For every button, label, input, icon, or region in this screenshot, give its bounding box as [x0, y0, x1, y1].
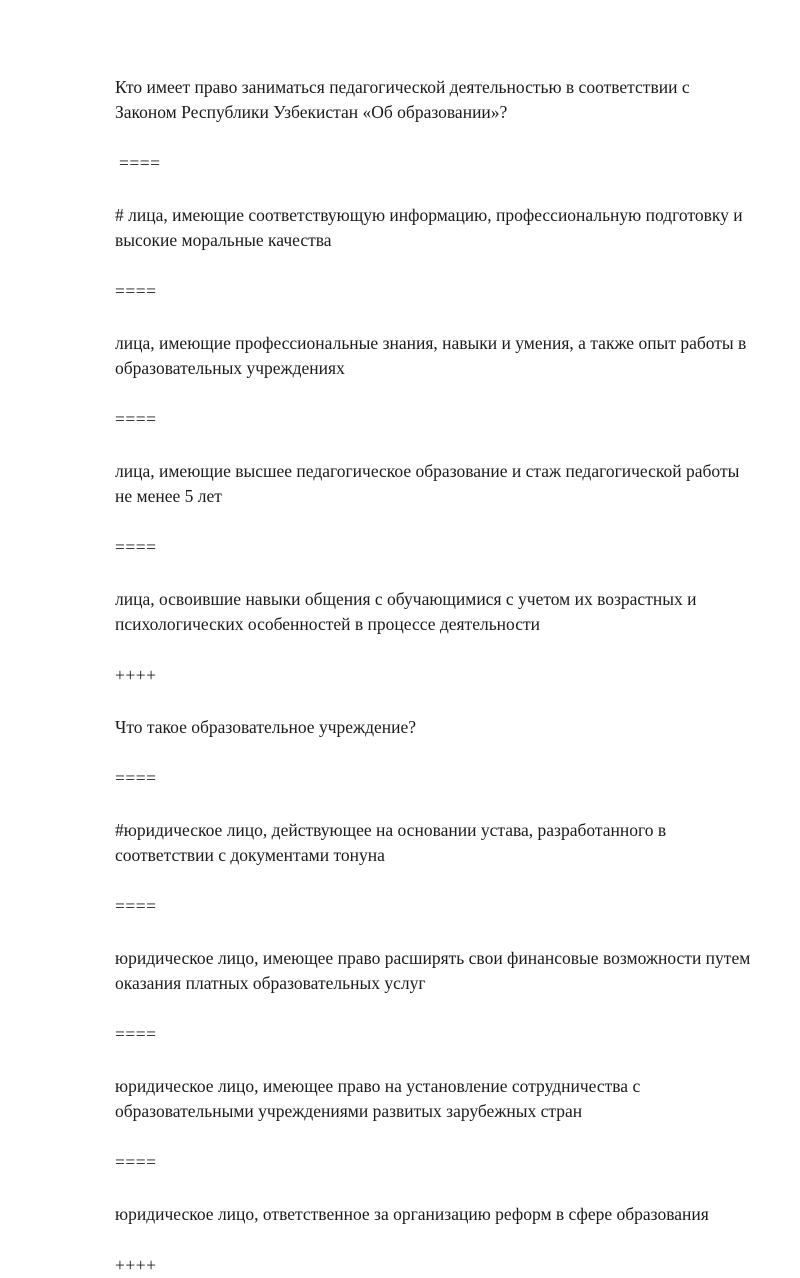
document-page: [115, 75, 755, 1278]
answer-text: юридическое лицо, имеющее право на установление сотрудничества с образовательными учреждениями развитых зарубежных стран: [115, 1076, 641, 1121]
question-text: Кто имеет право заниматься педагогической деятельностью в соответствии с Законом Республики Узбекистан «Об образовании»?: [115, 77, 690, 122]
separator: ====: [119, 153, 161, 173]
answer-text: # лица, имеющие соответствующую информацию, профессиональную подготовку и высокие моральные качества: [115, 205, 743, 250]
answer-text: юридическое лицо, имеющее право расширять свои финансовые возможности путем оказания платных образовательных услуг: [115, 948, 751, 993]
separator: ====: [115, 1024, 157, 1044]
question-text: Что такое образовательное учреждение?: [115, 717, 417, 737]
separator: ====: [115, 1152, 157, 1172]
answer-text: #юридическое лицо, действующее на основании устава, разработанного в соответствии с документами тонуна: [115, 820, 667, 865]
separator: ====: [115, 281, 157, 301]
separator: ++++: [115, 665, 157, 685]
separator: ====: [115, 896, 157, 916]
answer-text: лица, освоившие навыки общения с обучающимися с учетом их возрастных и психологических особенностей в процессе деятельности: [115, 589, 697, 634]
separator: ++++: [115, 1255, 157, 1275]
separator: ====: [115, 768, 157, 788]
answer-text: лица, имеющие профессиональные знания, навыки и умения, а также опыт работы в образовательных учреждениях: [115, 333, 747, 378]
answer-text: лица, имеющие высшее педагогическое образование и стаж педагогической работы не менее 5 лет: [115, 461, 740, 506]
separator: ====: [115, 409, 157, 429]
separator: ====: [115, 537, 157, 557]
answer-text: юридическое лицо, ответственное за организацию реформ в сфере образования: [115, 1204, 709, 1224]
